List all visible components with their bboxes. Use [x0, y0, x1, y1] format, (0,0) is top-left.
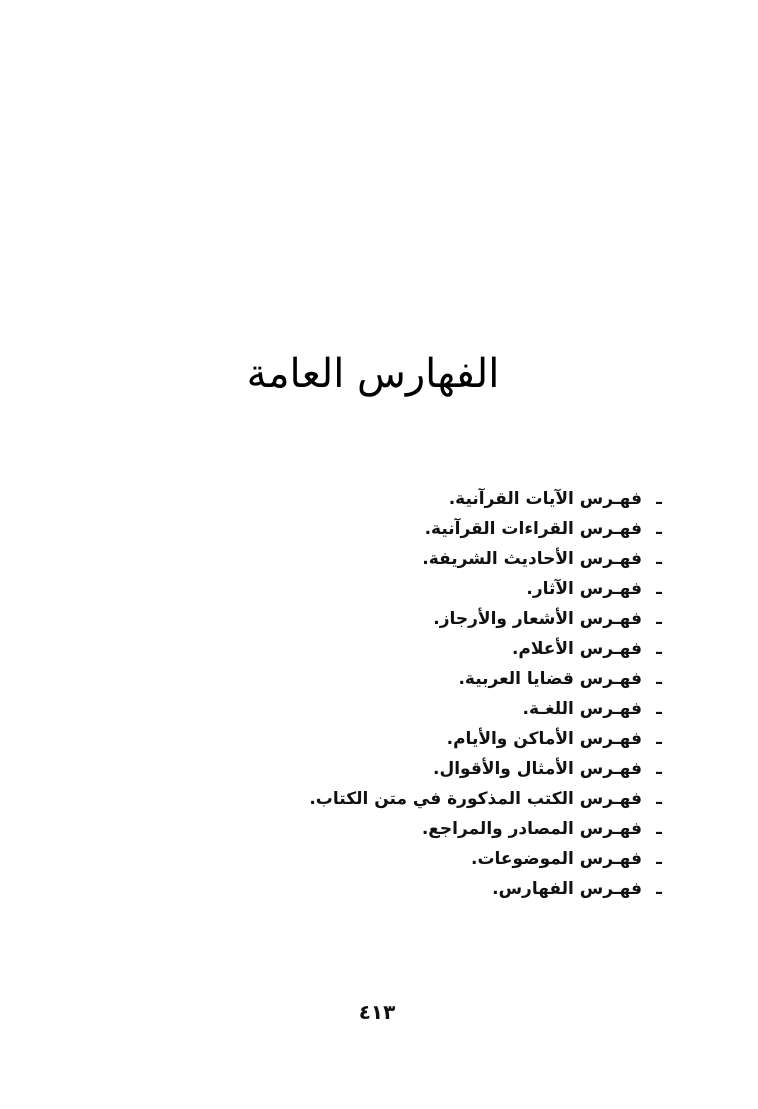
list-dash: ـ: [656, 519, 662, 539]
list-item-label: فهـرس المصادر والمراجع.: [421, 819, 642, 839]
list-dash: ـ: [656, 729, 662, 749]
list-item-label: فهـرس الأعلام.: [511, 639, 642, 659]
list-item: [306, 874, 666, 904]
list-item-label: فهـرس الأشعار والأرجاز.: [433, 609, 642, 629]
list-item: [306, 664, 666, 694]
list-item-label: فهـرس الموضوعات.: [470, 849, 642, 869]
list-dash: ـ: [656, 819, 662, 839]
index-list: [306, 484, 666, 904]
list-item: [306, 814, 666, 844]
list-item-label: فهـرس القراءات القرآنية.: [424, 519, 642, 539]
list-dash: ـ: [656, 549, 662, 569]
list-item: [306, 574, 666, 604]
list-item: [306, 754, 666, 784]
list-item-label: فهـرس اللغـة.: [522, 699, 642, 719]
list-item: [306, 604, 666, 634]
list-dash: ـ: [656, 759, 662, 779]
list-item: [306, 844, 666, 874]
list-item: [306, 514, 666, 544]
list-item: [306, 544, 666, 574]
list-item-label: فهـرس الآثار.: [526, 579, 642, 599]
list-dash: ـ: [656, 609, 662, 629]
list-item-label: فهـرس الأحاديث الشريفة.: [422, 549, 642, 569]
list-item-label: فهـرس الأماكن والأيام.: [446, 729, 642, 749]
list-dash: ـ: [656, 879, 662, 899]
list-item: [306, 634, 666, 664]
list-item-label: فهـرس قضايا العربية.: [458, 669, 642, 689]
page-title: الفهارس العامة: [246, 351, 500, 397]
list-dash: ـ: [656, 669, 662, 689]
list-item: [306, 724, 666, 754]
list-item: [306, 694, 666, 724]
list-item-label: فهـرس الكتب المذكورة في متن الكتاب.: [309, 789, 642, 809]
list-dash: ـ: [656, 579, 662, 599]
list-item: [306, 784, 666, 814]
list-dash: ـ: [656, 639, 662, 659]
list-dash: ـ: [656, 699, 662, 719]
list-item-label: فهـرس الفهارس.: [492, 879, 642, 899]
list-dash: ـ: [656, 489, 662, 509]
list-item-label: فهـرس الآيات القرآنية.: [448, 489, 642, 509]
page-number: ٤١٣: [358, 1000, 396, 1024]
list-dash: ـ: [656, 789, 662, 809]
list-item-label: فهـرس الأمثال والأقوال.: [433, 759, 642, 779]
list-dash: ـ: [656, 849, 662, 869]
list-item: [306, 484, 666, 514]
